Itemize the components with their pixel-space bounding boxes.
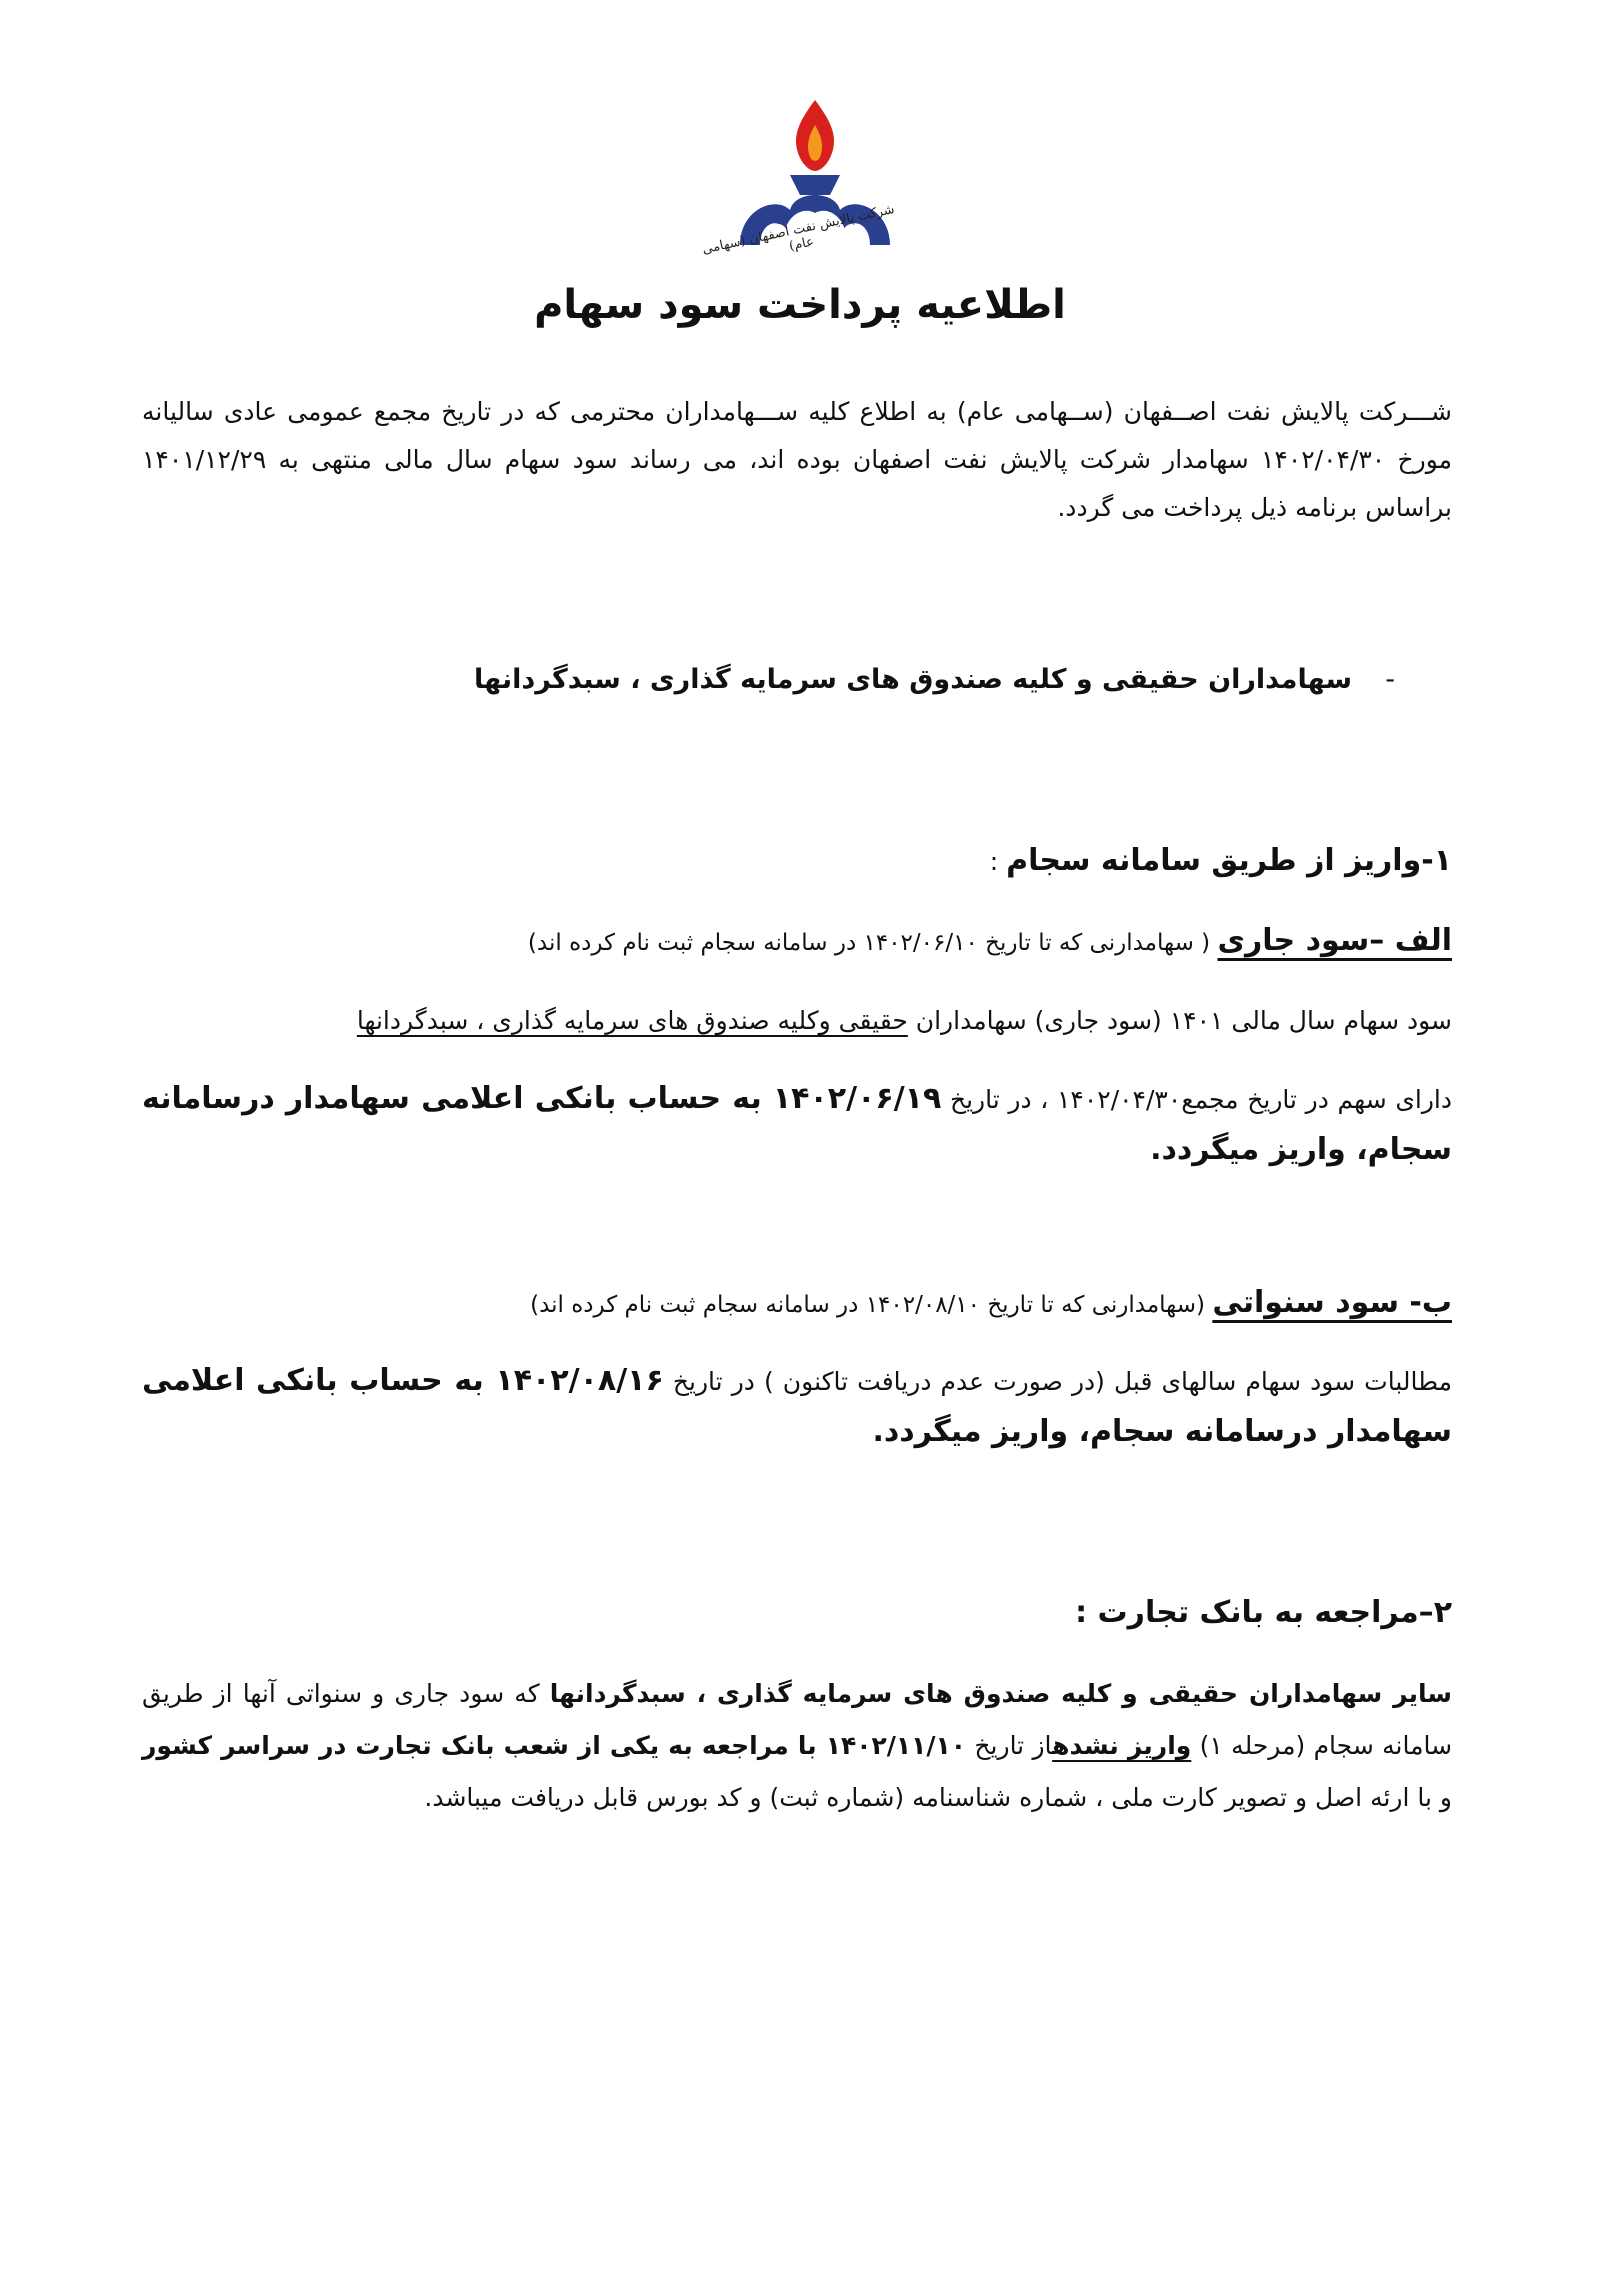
section2-p-d: از تاریخ	[966, 1731, 1053, 1760]
bullet-text: سهامداران حقیقی و کلیه صندوق های سرمایه گذاری ، سبدگردانها	[473, 664, 1352, 695]
bullet-dash: -	[1385, 664, 1395, 695]
alef-line2-a: دارای سهم در تاریخ مجمع۱۴۰۲/۰۴/۳۰ ، در تاریخ	[941, 1085, 1452, 1114]
torch-cup	[790, 175, 840, 195]
page-title: اطلاعیه پرداخت سود سهام	[534, 282, 1066, 328]
section1-heading	[142, 836, 1452, 887]
alef-note: ( سهامدارنی که تا تاریخ ۱۴۰۲/۰۶/۱۰ در سامانه سجام ثبت نام کرده اند)	[527, 930, 1218, 956]
alef-line2-b: ۱۴۰۲/۰۶/۱۹ به حساب بانکی اعلامی سهامدار درسامانه سجام، واریز میگردد.	[142, 1081, 1452, 1167]
be-line	[142, 1278, 1452, 1330]
section2-p-c: واریز نشده	[1052, 1731, 1192, 1760]
section2-p-a: سایر سهامداران حقیقی و کلیه صندوق های سرمایه گذاری ، سبدگردانها	[549, 1679, 1452, 1708]
alef-line1-a: سود سهام سال مالی ۱۴۰۱ (سود جاری) سهامداران	[907, 1006, 1452, 1035]
be-body-b: ۱۴۰۲/۰۸/۱۶ به حساب بانکی اعلامی سهامدار درسامانه سجام، واریز میگردد.	[142, 1363, 1452, 1449]
intro-paragraph: شـــرکت پالایش نفت اصــفهان (ســهامی عام) به اطلاع کلیه ســـهامداران محترمی که در تاریخ مجمع عمومی عادی سالیانه مورخ ۱۴۰۲/۰۴/۳۰ سهامدار شرکت پالایش نفت اصفهان بوده اند، می رساند سود سهام سال مالی منتهی به ۱۴۰۱/۱۲/۲۹ براساس برنامه ذیل پرداخت می گردد.	[142, 397, 1452, 522]
section2-heading: ۲–مراجعه به بانک تجارت :	[1075, 1595, 1452, 1630]
alef-body-line2	[142, 1074, 1452, 1176]
section1-heading-text: ۱-واریز از طریق سامانه سجام	[1006, 843, 1452, 878]
be-body-a: مطالبات سود سهام سالهای قبل (در صورت عدم دریافت تاکنون ) در تاریخ	[663, 1367, 1452, 1396]
be-body	[142, 1356, 1452, 1458]
section2-p-b: که سود جاری و سنواتی آنها از طریق سامانه سجام (مرحله ۱)	[142, 1679, 1453, 1760]
logo-caption: شرکت پالایش نفت اصفهان (سهامی عام)	[700, 201, 896, 258]
alef-line1-b: حقیقی وکلیه صندوق های سرمایه گذاری ، سبدگردانها	[356, 1006, 908, 1035]
section2-p-e: ۱۴۰۲/۱۱/۱۰ با مراجعه به یکی از شعب بانک تجارت در سراسر کشور	[142, 1731, 967, 1760]
alef-body-line1	[142, 996, 1452, 1046]
section1-heading-suffix: :	[989, 847, 1007, 876]
alef-line	[142, 916, 1452, 968]
section2-p-f: و با ارئه اصل و تصویر کارت ملی ، شماره شناسنامه (شماره ثبت) و کد بورس قابل دریافت میباشد.	[424, 1783, 1452, 1812]
alef-label: الف –سود جاری	[1217, 923, 1452, 958]
be-note: (سهامدارنی که تا تاریخ ۱۴۰۲/۰۸/۱۰ در سامانه سجام ثبت نام کرده اند)	[530, 1292, 1213, 1318]
be-label: ب- سود سنواتی	[1212, 1285, 1452, 1320]
section2-paragraph	[142, 1668, 1452, 1824]
